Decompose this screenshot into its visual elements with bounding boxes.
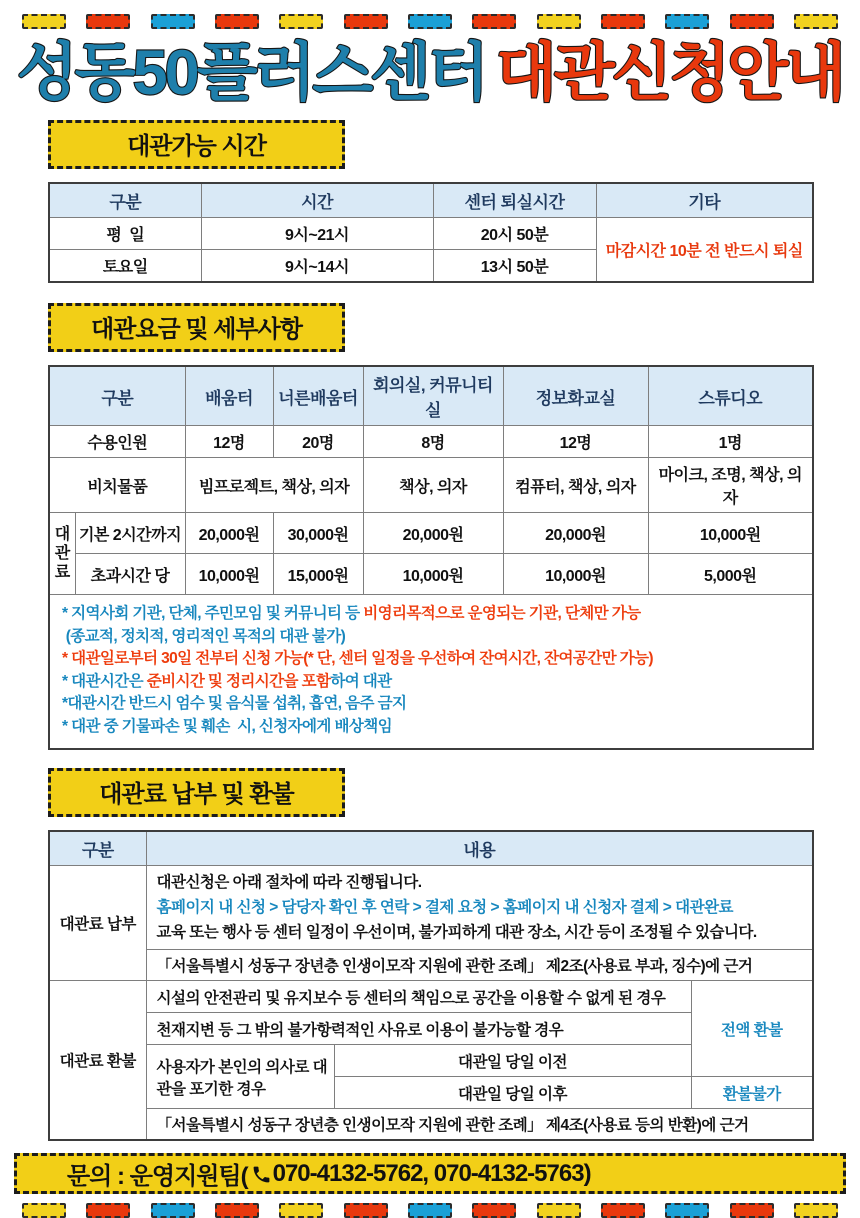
hours-col-etc: 기타 bbox=[596, 183, 813, 218]
equipment-room4: 컴퓨터, 책상, 의자 bbox=[503, 458, 648, 513]
contact-suffix: ) bbox=[583, 1159, 591, 1187]
payment-process-cell bbox=[146, 866, 813, 950]
fee-note-line: * 대관일로부터 30일 전부터 신청 가능(* 단, 센터 일정을 우선하여 잔여시간, 잔여공간만 가능) bbox=[62, 650, 653, 668]
table-row-refund-case1 bbox=[49, 981, 813, 1013]
capacity-room5: 1명 bbox=[648, 426, 813, 458]
blue-dash-block bbox=[151, 1203, 195, 1218]
refund-case2: 천재지변 등 그 밖의 불가항력적인 사유로 이용이 불가능할 경우 bbox=[146, 1013, 691, 1045]
red-dash-block bbox=[344, 14, 388, 29]
hours-col-time: 시간 bbox=[201, 183, 433, 218]
payment-intro: 대관신청은 아래 절차에 따라 진행됩니다. bbox=[156, 874, 422, 892]
payment-process-steps: 홈페이지 내 신청 > 담당자 확인 후 연락 > 결제 요청 > 홈페이지 내 신청자 결제 > 대관완료 bbox=[156, 899, 734, 917]
yellow-dash-block bbox=[794, 14, 838, 29]
hours-table bbox=[48, 182, 814, 283]
full-refund-result: 전액 환불 bbox=[691, 981, 813, 1077]
table-row-notes bbox=[49, 595, 813, 750]
fee-note-line: * 대관 중 기물파손 및 훼손 시, 신청자에게 배상책임 bbox=[62, 717, 392, 735]
red-dash-block bbox=[86, 1203, 130, 1218]
phone-receiver-icon bbox=[251, 1164, 272, 1185]
fees-col-room4: 정보화교실 bbox=[503, 366, 648, 426]
refund-case3-label: 사용자가 본인의 의사로 대관을 포기한 경우 bbox=[146, 1045, 334, 1109]
capacity-room4: 12명 bbox=[503, 426, 648, 458]
blue-dash-block bbox=[665, 1203, 709, 1218]
payment-refund-table bbox=[48, 830, 814, 1141]
table-row-refund-legal bbox=[49, 1109, 813, 1141]
fees-col-room5: 스튜디오 bbox=[648, 366, 813, 426]
red-dash-block bbox=[86, 14, 130, 29]
fees-col-room1: 배움터 bbox=[185, 366, 273, 426]
fee-note-line: (종교적, 정치적, 영리적인 목적의 대관 불가) bbox=[62, 627, 346, 645]
section-heading-payment: 대관료 납부 및 환불 bbox=[48, 768, 345, 817]
yellow-dash-block bbox=[279, 14, 323, 29]
overtime-fee-room2: 15,000원 bbox=[273, 554, 363, 595]
base-fee-room2: 30,000원 bbox=[273, 513, 363, 554]
fees-header-row bbox=[49, 366, 813, 426]
page-title bbox=[0, 39, 860, 107]
section-heading-fees: 대관요금 및 세부사항 bbox=[48, 303, 345, 352]
payment-caveat: 교육 또는 행사 등 센터 일정이 우선이며, 불가피하게 대관 장소, 시간 등이 조정될 수 있습니다. bbox=[156, 924, 757, 942]
fee-note-line: * 대관시간은 준비시간 및 정리시간을 포함하여 대관 bbox=[62, 672, 392, 690]
overtime-fee-label: 초과시간 당 bbox=[75, 554, 185, 595]
capacity-room3: 8명 bbox=[363, 426, 503, 458]
refund-case3-before: 대관일 당일 이전 bbox=[334, 1045, 691, 1077]
yellow-dash-block bbox=[537, 14, 581, 29]
capacity-room2: 20명 bbox=[273, 426, 363, 458]
equipment-room3: 책상, 의자 bbox=[363, 458, 503, 513]
fee-note-line: * 지역사회 기관, 단체, 주민모임 및 커뮤니티 등 비영리목적으로 운영되는 기관, 단체만 가능 bbox=[62, 605, 641, 623]
fee-note-line: *대관시간 반드시 엄수 및 음식물 섭취, 흡연, 음주 금지 bbox=[62, 695, 407, 713]
base-fee-room1: 20,000원 bbox=[185, 513, 273, 554]
saturday-exit: 13시 50분 bbox=[433, 250, 596, 283]
overtime-fee-room3: 10,000원 bbox=[363, 554, 503, 595]
payment-group-label: 대관료 납부 bbox=[49, 866, 146, 981]
capacity-label: 수용인원 bbox=[49, 426, 185, 458]
fees-col-room3: 회의실, 커뮤니티실 bbox=[363, 366, 503, 426]
capacity-room1: 12명 bbox=[185, 426, 273, 458]
weekday-label: 평 일 bbox=[49, 218, 201, 250]
payment-col-category: 구분 bbox=[49, 831, 146, 866]
base-fee-label: 기본 2시간까지 bbox=[75, 513, 185, 554]
yellow-dash-block bbox=[537, 1203, 581, 1218]
yellow-dash-block bbox=[22, 14, 66, 29]
contact-numbers: 070-4132-5762, 070-4132-5763 bbox=[272, 1159, 584, 1187]
fees-col-category: 구분 bbox=[49, 366, 185, 426]
overtime-fee-room1: 10,000원 bbox=[185, 554, 273, 595]
blue-dash-block bbox=[408, 14, 452, 29]
equipment-room1-2: 빔프로젝트, 책상, 의자 bbox=[185, 458, 363, 513]
top-decor-strip bbox=[22, 14, 838, 29]
refund-case3-after: 대관일 당일 이후 bbox=[334, 1077, 691, 1109]
fees-table bbox=[48, 365, 814, 750]
red-dash-block bbox=[215, 14, 259, 29]
red-dash-block bbox=[601, 14, 645, 29]
red-dash-block bbox=[344, 1203, 388, 1218]
saturday-time: 9시~14시 bbox=[201, 250, 433, 283]
weekday-exit: 20시 50분 bbox=[433, 218, 596, 250]
equipment-room5: 마이크, 조명, 책상, 의자 bbox=[648, 458, 813, 513]
table-row-payment-process bbox=[49, 866, 813, 950]
blue-dash-block bbox=[151, 14, 195, 29]
red-dash-block bbox=[730, 14, 774, 29]
red-dash-block bbox=[215, 1203, 259, 1218]
hours-col-exit: 센터 퇴실시간 bbox=[433, 183, 596, 218]
table-row-overtime-fee bbox=[49, 554, 813, 595]
table-row-base-fee bbox=[49, 513, 813, 554]
page-title-subject: 대관신청안내 bbox=[495, 38, 844, 108]
red-dash-block bbox=[472, 14, 516, 29]
blue-dash-block bbox=[665, 14, 709, 29]
closing-warning: 마감시간 10분 전 반드시 퇴실 bbox=[596, 218, 813, 283]
hours-col-category: 구분 bbox=[49, 183, 201, 218]
contact-prefix: 문의 : 운영지원팀( bbox=[67, 1163, 248, 1191]
refund-legal-basis: 「서울특별시 성동구 장년층 인생이모작 지원에 관한 조례」 제4조(사용료 등의 반환)에 근거 bbox=[146, 1109, 813, 1141]
fee-group-label: 대관료 bbox=[49, 513, 75, 595]
refund-case1: 시설의 안전관리 및 유지보수 등 센터의 책임으로 공간을 이용할 수 없게 된 경우 bbox=[146, 981, 691, 1013]
red-dash-block bbox=[601, 1203, 645, 1218]
saturday-label: 토요일 bbox=[49, 250, 201, 283]
contact-bar bbox=[14, 1153, 846, 1194]
blue-dash-block bbox=[408, 1203, 452, 1218]
equipment-label: 비치물품 bbox=[49, 458, 185, 513]
overtime-fee-room5: 5,000원 bbox=[648, 554, 813, 595]
payment-legal-basis: 「서울특별시 성동구 장년층 인생이모작 지원에 관한 조례」 제2조(사용료 부과, 징수)에 근거 bbox=[146, 950, 813, 981]
yellow-dash-block bbox=[22, 1203, 66, 1218]
table-row-weekday bbox=[49, 218, 813, 250]
table-row-payment-legal bbox=[49, 950, 813, 981]
payment-col-content: 내용 bbox=[146, 831, 813, 866]
payment-header-row bbox=[49, 831, 813, 866]
red-dash-block bbox=[472, 1203, 516, 1218]
red-dash-block bbox=[730, 1203, 774, 1218]
bottom-decor-strip bbox=[22, 1203, 838, 1218]
hours-header-row bbox=[49, 183, 813, 218]
refund-group-label: 대관료 환불 bbox=[49, 981, 146, 1141]
section-heading-hours: 대관가능 시간 bbox=[48, 120, 345, 169]
base-fee-room3: 20,000원 bbox=[363, 513, 503, 554]
yellow-dash-block bbox=[279, 1203, 323, 1218]
page-title-center-name: 성동50플러스센터 bbox=[16, 38, 486, 108]
table-row-equipment bbox=[49, 458, 813, 513]
base-fee-room4: 20,000원 bbox=[503, 513, 648, 554]
no-refund-result: 환불불가 bbox=[691, 1077, 813, 1109]
fees-col-room2: 너른배움터 bbox=[273, 366, 363, 426]
overtime-fee-room4: 10,000원 bbox=[503, 554, 648, 595]
fee-notes bbox=[49, 595, 813, 750]
base-fee-room5: 10,000원 bbox=[648, 513, 813, 554]
yellow-dash-block bbox=[794, 1203, 838, 1218]
weekday-time: 9시~21시 bbox=[201, 218, 433, 250]
table-row-capacity bbox=[49, 426, 813, 458]
